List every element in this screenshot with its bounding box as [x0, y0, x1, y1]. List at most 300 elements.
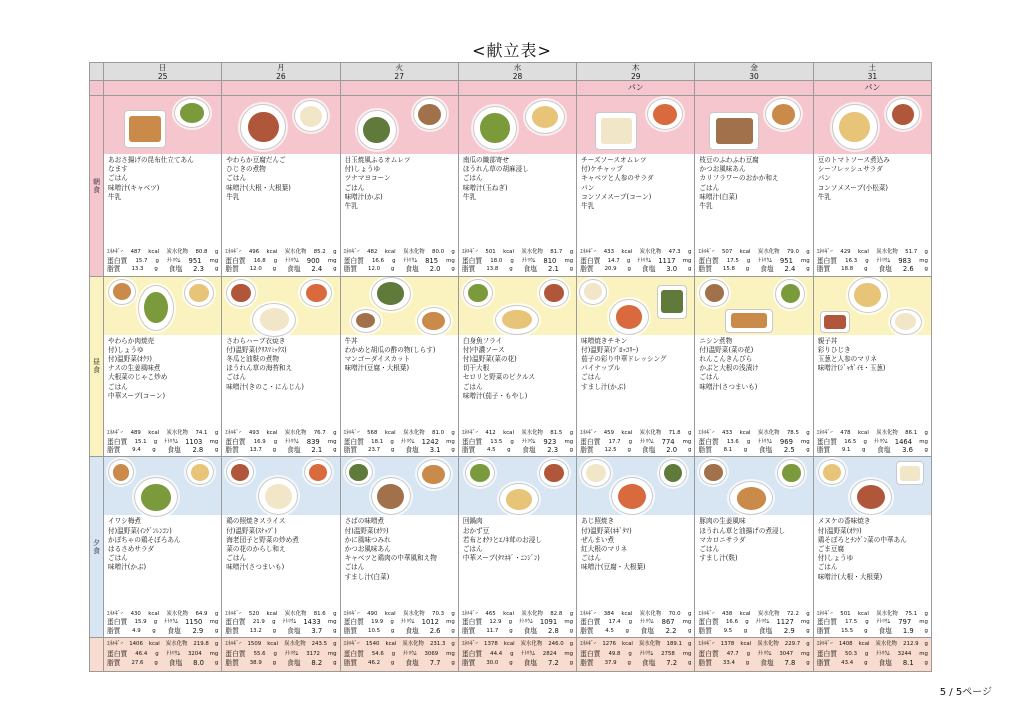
- nutrition-row: [225, 618, 336, 626]
- salt-label: 食塩: [168, 659, 183, 668]
- menu-item: かつお風味あん: [344, 544, 391, 553]
- menu-item: ごはん: [462, 382, 483, 391]
- protein-value: 17.5: [726, 257, 739, 264]
- day-of-week: 水: [513, 63, 522, 72]
- nutrition-row: [698, 257, 809, 265]
- total-row: [344, 659, 455, 669]
- g-unit: g: [451, 446, 455, 453]
- carb-value: 81.6: [313, 610, 326, 617]
- salt-label: 食塩: [286, 626, 301, 635]
- g-unit: g: [507, 446, 511, 453]
- menu-items: [341, 154, 458, 248]
- carb-label: 炭水化物: [876, 610, 898, 617]
- carb-label: 炭水化物: [757, 610, 780, 617]
- menu-item: ごはん: [462, 174, 483, 183]
- carb-label: 炭水化物: [402, 641, 424, 647]
- g-unit: g: [153, 438, 158, 445]
- fat-total: 38.9: [249, 660, 262, 667]
- dish-food: [895, 313, 916, 330]
- g-unit: g: [865, 619, 869, 626]
- mg-unit: mg: [209, 619, 219, 626]
- sodium-label: ﾅﾄﾘｳﾑ: [284, 650, 299, 657]
- g-unit: g: [392, 257, 396, 264]
- energy-label: ｴﾈﾙｷﾞｰ: [816, 430, 833, 437]
- nutrition-row: [107, 265, 218, 273]
- dish-photo: [345, 459, 373, 485]
- dish-photos: [222, 277, 339, 335]
- meal-label-dinner: 夕食: [90, 457, 104, 638]
- menu-item: ごはん: [699, 183, 720, 192]
- g-unit: g: [391, 650, 396, 657]
- protein-label: 蛋白質: [816, 649, 838, 658]
- carb-value: 72.2: [786, 610, 799, 617]
- fat-label: 脂質: [816, 659, 831, 668]
- breakfast-cell: [341, 96, 459, 277]
- protein-label: 蛋白質: [225, 256, 246, 265]
- menu-item: 付)温野菜(ｵｸﾗ): [344, 526, 389, 535]
- protein-label: 蛋白質: [698, 618, 719, 627]
- day-header: [459, 63, 577, 81]
- dish-food: [180, 103, 204, 123]
- carb-label: 炭水化物: [757, 430, 780, 437]
- menu-item: やわらか豆腐だんご: [226, 156, 286, 164]
- day-date: 28: [512, 71, 523, 81]
- carb-label: 炭水化物: [639, 430, 662, 437]
- dish-food: [716, 118, 753, 143]
- kcal-unit: kcal: [148, 610, 160, 617]
- menu-item: マカロニサラダ: [699, 535, 746, 544]
- energy-label: ｴﾈﾙｷﾞｰ: [816, 249, 833, 256]
- salt-label: 食塩: [760, 659, 774, 668]
- day-header: [577, 63, 695, 81]
- g-unit: g: [806, 627, 810, 634]
- meal-label-breakfast: 朝食: [90, 96, 104, 277]
- daily-total: [695, 638, 813, 672]
- nutrition-row: [107, 446, 218, 454]
- lunch-cell: [341, 277, 459, 458]
- menu-item: ごはん: [817, 563, 838, 572]
- bread-flag: パン: [577, 81, 695, 96]
- g-unit: g: [152, 627, 156, 634]
- salt-total: 8.1: [902, 659, 914, 668]
- kcal-unit: kcal: [621, 610, 633, 617]
- energy-value: 433: [603, 249, 614, 256]
- nutrition-row: [462, 438, 573, 446]
- salt-label: 食塩: [405, 659, 419, 668]
- salt-value: 2.2: [665, 626, 677, 635]
- breakfast-cell: [695, 96, 813, 277]
- dish-photos: [814, 96, 931, 154]
- energy-value: 412: [485, 430, 496, 437]
- nutrition-info: [695, 429, 812, 456]
- g-unit: g: [569, 610, 574, 617]
- day-header: [695, 63, 813, 81]
- g-unit: g: [806, 641, 810, 647]
- protein-label: 蛋白質: [343, 618, 364, 627]
- kcal-unit: kcal: [857, 610, 869, 617]
- dish-photo: [371, 477, 411, 515]
- salt-total: 7.7: [429, 659, 441, 668]
- carb-label: 炭水化物: [638, 641, 661, 647]
- sodium-value: 1150: [185, 618, 203, 627]
- kcal-unit: kcal: [267, 641, 279, 647]
- menu-item: ナスの生姜風味煮: [108, 364, 161, 373]
- nutrition-info: [104, 429, 221, 456]
- carb-label: 炭水化物: [875, 641, 898, 647]
- salt-label: 食塩: [167, 445, 181, 454]
- lunch-cell: [459, 277, 577, 458]
- dish-food: [231, 284, 251, 302]
- kcal-unit: kcal: [739, 610, 751, 617]
- fat-label: 脂質: [107, 265, 121, 274]
- kcal-unit: kcal: [266, 249, 278, 256]
- nutrition-row: [344, 446, 455, 454]
- day-of-week: 金: [750, 63, 758, 72]
- menu-item: ぜんまい煮: [581, 535, 615, 544]
- menu-item: キャベツと人参のサラダ: [581, 174, 654, 183]
- protein-total: 44.4: [490, 650, 503, 657]
- dish-food: [857, 485, 885, 509]
- dish-food: [231, 464, 249, 481]
- dinner-cell: [222, 457, 340, 638]
- dish-photo: [647, 98, 683, 130]
- day-date: 25: [157, 71, 168, 81]
- nutrition-row: [225, 438, 336, 446]
- energy-label: ｴﾈﾙｷﾞｰ: [698, 249, 715, 256]
- dish-photo: [818, 459, 846, 485]
- g-unit: g: [864, 627, 868, 634]
- dish-food: [586, 464, 606, 482]
- nutrition-info: [222, 429, 339, 456]
- dish-food: [664, 464, 682, 482]
- carb-label: 炭水化物: [876, 430, 898, 437]
- menu-item: 牛乳: [699, 202, 713, 211]
- menu-item: ごま豆腐: [817, 544, 845, 553]
- menu-item: 牛乳: [344, 202, 358, 211]
- nutrition-row: [817, 438, 928, 446]
- dish-photos: [459, 96, 576, 154]
- menu-item: 大根菜のじゃこ炒め: [108, 373, 168, 382]
- energy-label: ｴﾈﾙｷﾞｰ: [461, 430, 479, 437]
- dish-photos: [222, 457, 339, 515]
- dish-photo: [351, 309, 381, 333]
- g-unit: g: [746, 650, 751, 657]
- nutrition-row: [698, 610, 809, 618]
- fat-value: 13.8: [486, 266, 499, 273]
- total-row: [698, 650, 809, 660]
- menu-item: 豚肉の生姜風味: [699, 517, 746, 526]
- protein-total: 55.6: [253, 650, 266, 657]
- menu-items: [341, 515, 458, 609]
- nutrition-info: [814, 610, 931, 637]
- kcal-unit: kcal: [384, 249, 396, 256]
- carb-value: 86.1: [905, 430, 918, 437]
- dish-food: [506, 489, 533, 510]
- sodium-label: ﾅﾄﾘｳﾑ: [755, 619, 770, 626]
- nutrition-info: [459, 610, 576, 637]
- kcal-unit: kcal: [148, 641, 160, 647]
- nutrition-row: [580, 257, 691, 265]
- g-unit: g: [451, 660, 455, 667]
- energy-value: 568: [367, 430, 378, 437]
- fat-label: 脂質: [461, 659, 476, 668]
- energy-value: 433: [721, 430, 733, 437]
- sodium-label: ﾅﾄﾘｳﾑ: [164, 619, 178, 626]
- carb-label: 炭水化物: [284, 610, 307, 617]
- lunch-cell: [222, 277, 340, 458]
- menu-item: なます: [108, 165, 128, 174]
- energy-value: 501: [485, 249, 496, 256]
- protein-label: 蛋白質: [225, 437, 246, 446]
- g-unit: g: [509, 266, 513, 273]
- nutrition-row: [462, 429, 573, 437]
- g-unit: g: [569, 641, 574, 647]
- fat-total: 27.6: [131, 660, 144, 667]
- menu-item: 味噌汁(豆腐・大根葉): [344, 364, 410, 373]
- dish-food: [141, 484, 170, 511]
- dish-food: [854, 283, 881, 307]
- salt-value: 2.1: [547, 265, 559, 274]
- salt-value: 2.4: [784, 265, 796, 274]
- nutrition-row: [107, 429, 218, 437]
- g-unit: g: [451, 627, 455, 634]
- salt-label: 食塩: [878, 265, 892, 274]
- total-row: [698, 659, 809, 669]
- salt-label: 食塩: [758, 445, 773, 454]
- salt-total: 8.0: [193, 659, 204, 668]
- energy-label: ｴﾈﾙｷﾞｰ: [580, 430, 597, 437]
- salt-value: 2.5: [783, 445, 795, 454]
- g-unit: g: [746, 257, 751, 264]
- g-unit: g: [924, 249, 928, 256]
- g-unit: g: [451, 430, 455, 437]
- fat-label: 脂質: [461, 445, 476, 454]
- g-unit: g: [743, 446, 748, 453]
- menu-item: さばの味噌煮: [344, 517, 385, 526]
- g-unit: g: [745, 266, 750, 273]
- g-unit: g: [924, 446, 928, 453]
- g-unit: g: [746, 438, 751, 445]
- salt-label: 食塩: [523, 659, 538, 668]
- sodium-value: 839: [306, 437, 320, 446]
- dish-photos: [222, 96, 339, 154]
- carb-total: 246.0: [548, 641, 564, 647]
- dish-photos: [577, 96, 694, 154]
- fat-value: 9.4: [132, 446, 141, 453]
- nutrition-info: [695, 610, 812, 637]
- menu-item: 味噌汁(茄子・もやし): [462, 391, 528, 400]
- dinner-cell: [341, 457, 459, 638]
- nutrition-info: [695, 248, 812, 275]
- g-unit: g: [806, 430, 810, 437]
- mg-unit: mg: [800, 619, 810, 626]
- mg-unit: mg: [800, 257, 810, 264]
- nutrition-row: [817, 618, 928, 626]
- protein-value: 18.1: [371, 438, 384, 445]
- menu-item: 牛乳: [462, 192, 477, 201]
- nutrition-row: [698, 627, 809, 635]
- lunch-cell: [104, 277, 222, 458]
- energy-total: 1540: [365, 641, 380, 647]
- kcal-unit: kcal: [503, 641, 515, 647]
- g-unit: g: [569, 249, 574, 256]
- dish-photo: [886, 98, 920, 130]
- dinner-cell: [695, 457, 813, 638]
- salt-value: 2.8: [192, 445, 204, 454]
- menu-item: 牛丼: [344, 336, 358, 345]
- menu-item: 鶏そぼろとﾁﾝｹﾞﾝ菜の中華あん: [817, 535, 907, 544]
- menu-item: 付)温野菜(菜の花): [699, 345, 754, 354]
- energy-value: 489: [130, 430, 141, 437]
- mg-unit: mg: [919, 650, 928, 657]
- menu-item: パイナップル: [581, 364, 621, 373]
- dish-photo: [611, 477, 653, 515]
- salt-label: 食塩: [878, 659, 892, 668]
- menu-items: [814, 515, 931, 609]
- day-header: [814, 63, 932, 81]
- menu-item: すまし汁(かぶ): [581, 382, 626, 391]
- salt-label: 食塩: [758, 626, 773, 635]
- nutrition-row: [698, 618, 809, 626]
- fat-label: 脂質: [816, 626, 831, 635]
- dish-food: [705, 284, 725, 302]
- sodium-total: 3244: [897, 650, 912, 657]
- energy-label: ｴﾈﾙｷﾞｰ: [225, 430, 242, 437]
- sodium-label: ﾅﾄﾘｳﾑ: [285, 257, 299, 264]
- total-row: [344, 650, 455, 660]
- menu-item: 彩りひじき: [817, 345, 851, 354]
- menu-items: [695, 335, 812, 429]
- fat-value: 12.0: [368, 266, 381, 273]
- dish-photos: [104, 96, 221, 154]
- menu-items: [577, 154, 694, 248]
- sodium-total: 3069: [424, 650, 439, 657]
- dish-food: [349, 464, 367, 481]
- fat-value: 10.5: [368, 627, 381, 634]
- protein-value: 19.9: [371, 619, 384, 626]
- protein-total: 49.8: [608, 650, 621, 657]
- fat-label: 脂質: [343, 265, 358, 274]
- g-unit: g: [745, 619, 749, 626]
- sodium-label: ﾅﾄﾘｳﾑ: [758, 438, 772, 445]
- fat-label: 脂質: [107, 659, 121, 668]
- energy-total: 1509: [247, 641, 262, 647]
- sodium-label: ﾅﾄﾘｳﾑ: [757, 650, 772, 657]
- carb-label: 炭水化物: [757, 641, 779, 647]
- salt-value: 3.6: [902, 445, 913, 454]
- menu-items: [459, 335, 576, 429]
- g-unit: g: [626, 257, 631, 264]
- nutrition-row: [225, 610, 336, 618]
- carb-value: 75.1: [905, 610, 918, 617]
- daily-total: [104, 638, 222, 672]
- g-unit: g: [153, 619, 158, 626]
- nutrition-row: [344, 627, 455, 635]
- mg-unit: mg: [682, 650, 692, 657]
- dish-photo: [699, 279, 729, 307]
- protein-value: 18.0: [490, 257, 503, 264]
- g-unit: g: [508, 619, 513, 626]
- menu-item: 味噌汁(かぶ): [344, 192, 383, 201]
- mg-unit: mg: [919, 257, 928, 264]
- g-unit: g: [390, 438, 394, 445]
- g-unit: g: [569, 430, 574, 437]
- nutrition-info: [341, 248, 458, 275]
- menu-item: 味噌汁(ｼﾞｬｶﾞｲﾓ・玉葱): [817, 364, 886, 373]
- sodium-value: 951: [188, 256, 202, 265]
- nutrition-row: [344, 438, 455, 446]
- day-header: [104, 63, 222, 81]
- menu-item: 親子丼: [817, 336, 838, 345]
- kcal-unit: kcal: [622, 641, 633, 647]
- energy-label: ｴﾈﾙｷﾞｰ: [461, 249, 479, 256]
- sodium-label: ﾅﾄﾘｳﾑ: [403, 257, 418, 264]
- lunch-cell: [814, 277, 932, 458]
- sodium-value: 1433: [303, 618, 321, 627]
- energy-label: ｴﾈﾙｷﾞｰ: [107, 249, 124, 256]
- bread-flag: [104, 81, 222, 96]
- energy-label: ｴﾈﾙｷﾞｰ: [225, 641, 242, 647]
- g-unit: g: [569, 446, 574, 453]
- fat-label: 脂質: [225, 445, 239, 454]
- dish-photo: [108, 459, 134, 485]
- menu-items: [459, 154, 576, 248]
- dish-photos: [459, 277, 576, 335]
- nutrition-row: [580, 610, 691, 618]
- g-unit: g: [687, 627, 692, 634]
- fat-value: 4.9: [132, 627, 141, 634]
- fat-label: 脂質: [580, 659, 594, 668]
- carb-total: 229.7: [784, 641, 801, 647]
- dish-food: [300, 106, 322, 127]
- menu-item: ごはん: [226, 174, 247, 183]
- g-unit: g: [272, 627, 277, 634]
- dish-food: [892, 104, 914, 125]
- dish-food: [306, 284, 327, 302]
- menu-item: れんこんきんぴら: [699, 355, 753, 364]
- dish-photos: [341, 96, 458, 154]
- g-unit: g: [333, 446, 337, 453]
- sodium-value: 923: [543, 437, 557, 446]
- nutrition-info: [577, 248, 694, 275]
- dish-photo: [413, 98, 447, 130]
- carb-label: 炭水化物: [639, 610, 662, 617]
- fat-label: 脂質: [343, 626, 358, 635]
- energy-value: 459: [603, 430, 614, 437]
- dish-food: [781, 284, 801, 304]
- sodium-label: ﾅﾄﾘｳﾑ: [640, 438, 654, 445]
- fat-total: 37.9: [604, 660, 617, 667]
- dish-photo: [499, 483, 539, 515]
- total-row: [580, 640, 691, 650]
- menu-item: 冬瓜と油麩の煮物: [226, 355, 280, 364]
- sodium-label: ﾅﾄﾘｳﾑ: [521, 438, 536, 445]
- menu-item: 茄子の彩り中華ドレッシング: [581, 355, 667, 364]
- sodium-value: 1012: [421, 618, 439, 627]
- menu-item: 中華スープ(ﾀﾏﾈｷﾞ・ﾆﾝｼﾞﾝ): [462, 554, 540, 563]
- g-unit: g: [687, 610, 692, 617]
- sodium-value: 1117: [658, 256, 676, 265]
- protein-value: 16.8: [253, 257, 266, 264]
- menu-item: わかめと胡瓜の酢の物(しらす): [344, 345, 436, 354]
- salt-value: 2.1: [311, 445, 323, 454]
- salt-value: 2.3: [547, 445, 559, 454]
- salt-label: 食塩: [286, 265, 301, 274]
- dish-photo: [417, 307, 451, 335]
- nutrition-info: [222, 610, 339, 637]
- energy-label: ｴﾈﾙｷﾞｰ: [580, 610, 597, 617]
- menu-item: ごはん: [581, 373, 601, 382]
